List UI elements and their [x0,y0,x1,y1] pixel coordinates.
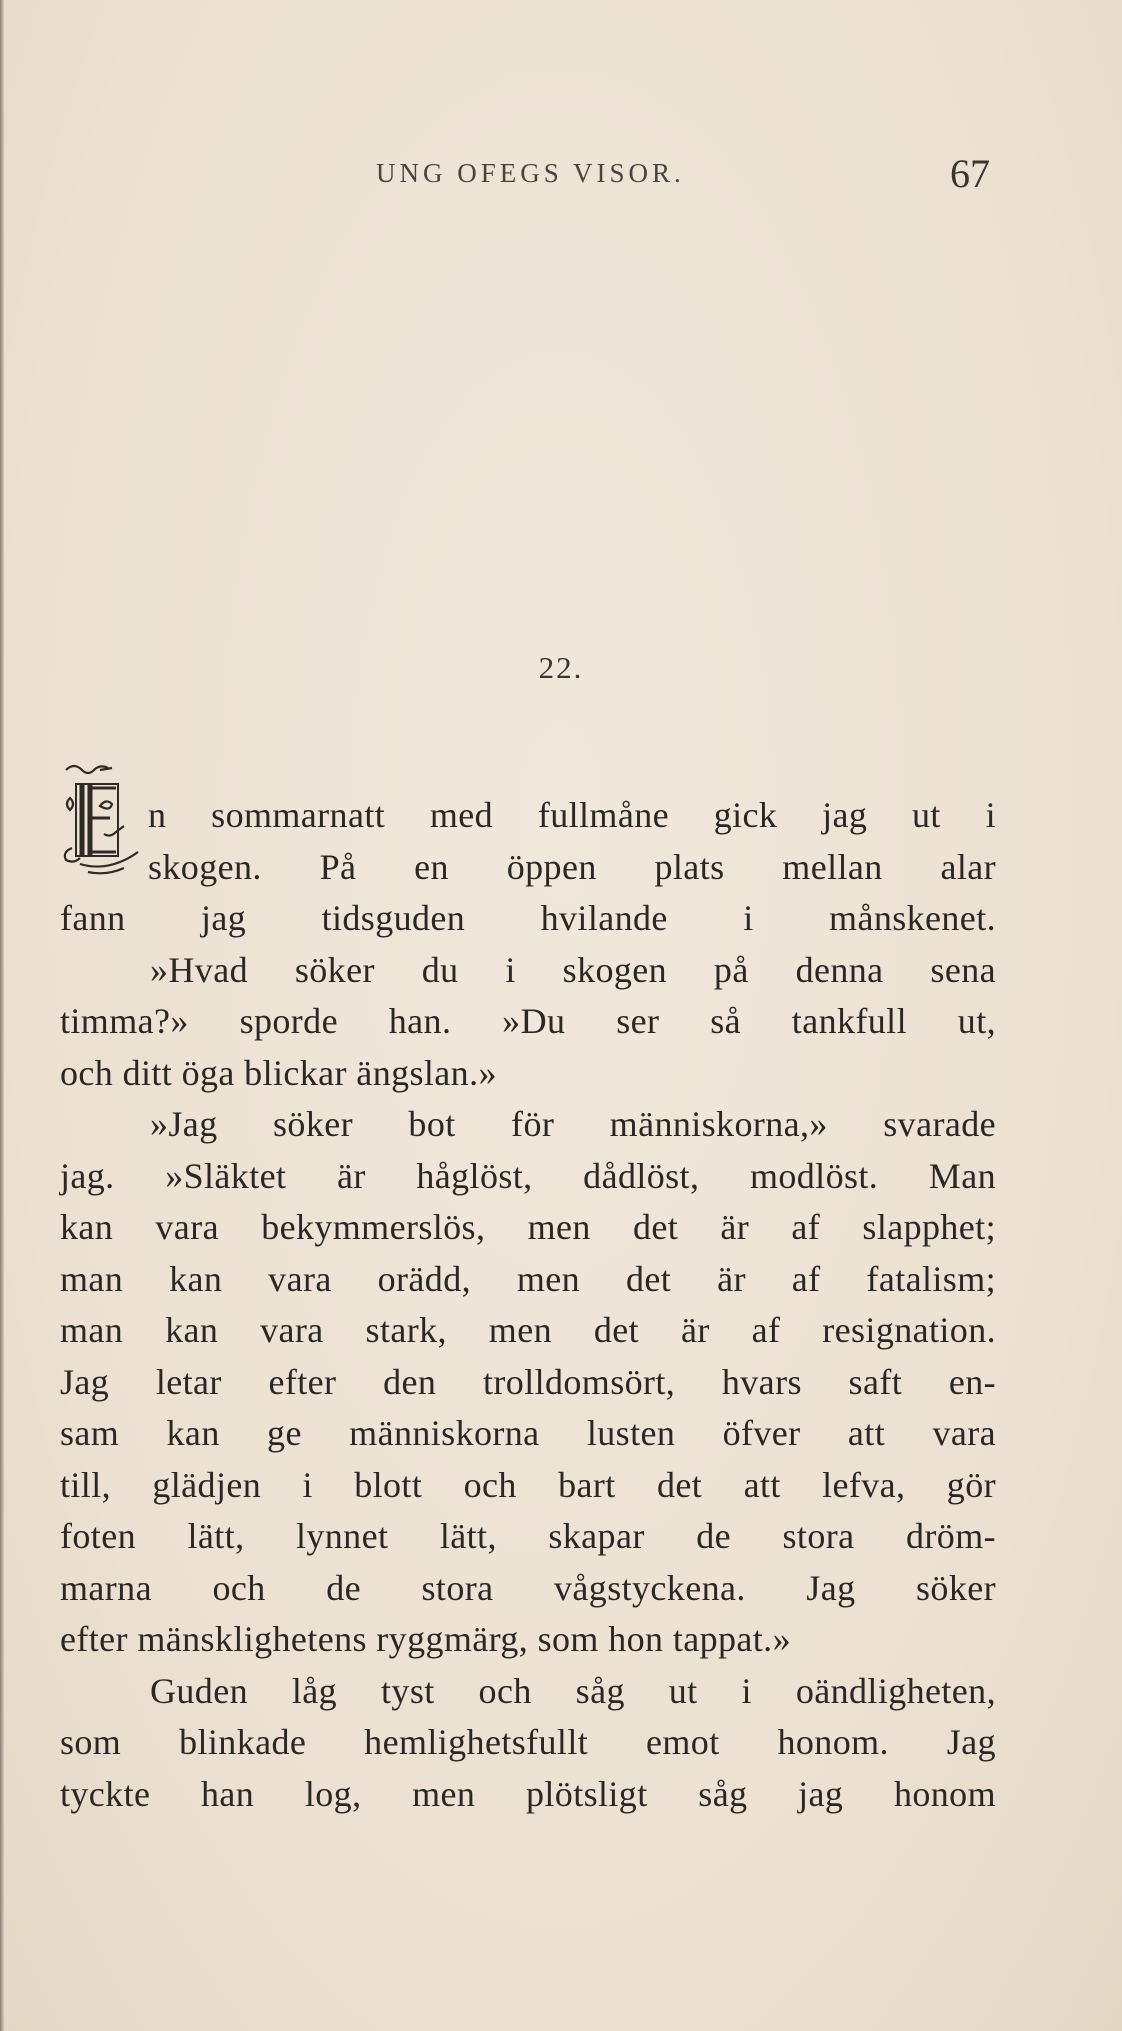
text-line: till, glädjen i blott och bart det att lefva, gör [60,1464,996,1505]
text-line: sam kan ge människorna lusten öfver att vara [60,1413,996,1453]
text-line: skogen. På en öppen plats mellan alar [148,846,996,887]
text-line: man kan vara orädd, men det är af fatalism; [60,1258,996,1299]
text-line: fann jag tidsguden hvilande i månskenet. [60,898,996,938]
text-line: marna och de stora vågstyckena. Jag söker [60,1567,996,1608]
text-line: tyckte han log, men plötsligt såg jag honom [60,1773,996,1814]
page-number: 67 [950,151,990,196]
text-line: och ditt öga blickar ängslan.» [60,1052,497,1093]
text-line: »Hvad söker du i skogen på denna sena [150,949,996,990]
text-line: kan vara bekymmerslös, men det är af slapphet; [60,1207,996,1247]
text-line: jag. »Släktet är håglöst, dådlöst, modlöst. Man [60,1155,996,1196]
body-text [60,790,996,1820]
text-line: n sommarnatt med fullmåne gick jag ut i [148,795,996,835]
running-title: UNG OFEGS VISOR. [376,158,685,188]
text-line: timma?» sporde han. »Du ser så tankfull ut, [60,1001,996,1041]
text-line: foten lätt, lynnet lätt, skapar de stora dröm- [60,1516,996,1556]
text-line: »Jag söker bot för människorna,» svarade [150,1104,996,1144]
running-header [0,150,1122,200]
section-number: 22. [538,650,584,685]
text-line: man kan vara stark, men det är af resignation. [60,1310,996,1350]
binding-edge [0,0,4,2031]
text-line: efter mänsklighetens ryggmärg, som hon tappat.» [60,1619,791,1659]
text-line: Jag letar efter den trolldomsört, hvars saft en- [60,1361,996,1402]
text-line: som blinkade hemlighetsfullt emot honom. Jag [60,1722,996,1762]
text-line: Guden låg tyst och såg ut i oändligheten, [150,1670,996,1711]
